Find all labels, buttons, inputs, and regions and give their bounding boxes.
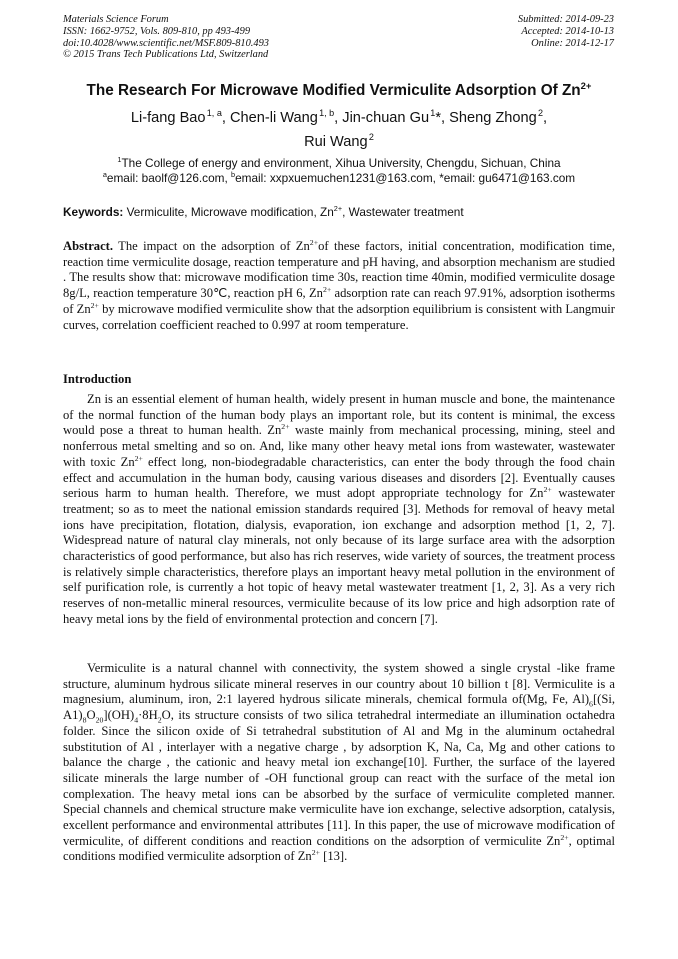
paragraph: Zn is an essential element of human health, widely present in human muscle and bone, the maintenance of the normal function of the human body plays an important role, but its content is minimal, the excess would pose a threat to human health. $Zn^{2+}$ waste mainly from mechanical processing, mining, steel and nonferrous metal smelting and so on. And, like many other heavy metal ions from wastewater, wastewater with toxic $Zn^{2+}$ effect long, non-biodegradable characteristics, can enter the body through the food chain effect and accumulation in the human body, causing various diseases and disorders [2]. Eventually causes serious harm to human health. Therefore, we must adopt appropriate technology for $Zn^{2+}$ wastewater treatment; so as to meet the national emission standards required [3]. Methods for removal of heavy metal ions have precipitation, flotation, dialysis, evaporation, ion exchange and adsorption method [1, 2, 7]. Widespread nature of natural clay minerals, not only because of its large surface area with the adsorption characteristics of good performance, but also has rich reserves, wide variety of sources, the treatment process is relatively simple characteristics, therefore plays an important heavy metal pollution in the environment of self purification role, is currently a hot topic of heavy metal wastewater treatment [1, 2, 3]. As a very rich reserves of non-metallic mineral resources, vermiculite because of its low price and high adsorption rate of heavy metal ions by the field of environmental protection and concern [7]. xyxy=(63,392,615,626)
dates-info xyxy=(518,14,614,49)
author-name: Li-fang Bao xyxy=(130,110,206,126)
keywords: Keywords: Vermiculite, Microwave modification, $Zn^{2+}$, Wastewater treatment xyxy=(63,204,464,219)
author-name: Chen-li Wang xyxy=(229,110,318,126)
keywords-label: Keywords: xyxy=(63,205,124,219)
author-name: Sheng Zhong xyxy=(449,110,537,126)
copyright-line: © 2015 Trans Tech Publications Ltd, Switzerland xyxy=(63,49,269,61)
accepted-date: Accepted: 2014-10-13 xyxy=(521,25,614,37)
affiliation-line: $^1$The College of energy and environment, Xihua University, Chengdu, Sichuan, China xyxy=(117,155,561,170)
affiliation xyxy=(0,156,678,186)
online-date: Online: 2014-12-17 xyxy=(531,37,614,49)
paragraph: Vermiculite is a natural channel with connectivity, the system showed a single crystal -like frame structure, aluminum hydrous silicate mineral reserves in our country about 10 billion t [8]. Vermiculite is a magnesium, aluminum, iron, 2:1 layered hydrous silicate minerals, chemical formula of(Mg, Fe, $Al)_6[(Si$, $A1)_8O_{20}](OH)_4\cdot 8H_2O$, its structure consists of two silica tetrahedral intermediate an illumination octahedra folder. Since the silicon oxide of Si tetrahedral substitution of Al and Mg in the aluminum octahedral substitution of Al , interlayer with a negative charge , by adsorption K, Na, Ca, Mg and other cations to balance the charge , the cationic and heavy metal ion exchange[10]. Further, the surface of the layered silicate minerals the large number of -OH functional group can react with the surface of the metal ion complexation. The heavy metal ions can be absorbed by the surface of vermiculite completed manner. Special channels and chemical structure make vermiculite have ion exchange, selective adsorption, catalysis, excellent performance and environmental attributes [11]. In this paper, the use of microwave modification of vermiculite, of different conditions and reaction conditions on the adsorption of vermiculite $Zn^{2+}$, optimal conditions modified vermiculite adsorption of $Zn^{2+}$ [13]. xyxy=(63,661,615,864)
journal-name: Materials Science Forum xyxy=(63,14,169,25)
author-list: Li-fang Bao $^{1, a}$, Chen-li Wang $^{1, b}$, Jin-chuan Gu $^1$*, Sheng Zhong $^2$, Rui Wang $^2$ xyxy=(130,108,548,150)
issn-line: ISSN: 1662-9752, Vols. 809-810, pp 493-499 xyxy=(63,25,251,37)
author-name: Rui Wang xyxy=(304,134,368,150)
author-name: Jin-chuan Gu xyxy=(342,110,430,126)
section-heading-introduction: Introduction xyxy=(63,372,132,386)
email-line: $^a$email: baolf@126.com, $^b$email: xxpxuemuchen1231@163.com, *email: gu6471@163.com xyxy=(102,170,576,185)
abstract-label: Abstract. xyxy=(63,239,114,253)
submitted-date: Submitted: 2014-09-23 xyxy=(517,14,614,25)
paper-title: The Research For Microwave Modified Vermiculite Adsorption Of $Zn^{2+}$ xyxy=(86,80,592,99)
doi-line: doi:10.4028/www.scientific.net/MSF.809-810.493 xyxy=(63,37,269,49)
abstract: Abstract. The impact on the adsorption of $Zn^{2+}of$ these factors, initial concentration, modification time, reaction time vermiculite dosage, reaction temperature and pH having, and absorption mechanism are studied . The results show that: microwave modification time 30s, reaction time 40min, modified vermiculite dosage 8g/L, reaction temperature 30℃, reaction pH 6, $Zn^{2+}$ adsorption rate can reach 97.91%, adsorption isotherms of $Zn^{2+}$ by microwave modified vermiculite show that the adsorption equilibrium is consistent with Langmuir curves, correlation coefficient reached to 0.997 at room temperature. xyxy=(63,237,615,332)
journal-info xyxy=(63,14,269,61)
